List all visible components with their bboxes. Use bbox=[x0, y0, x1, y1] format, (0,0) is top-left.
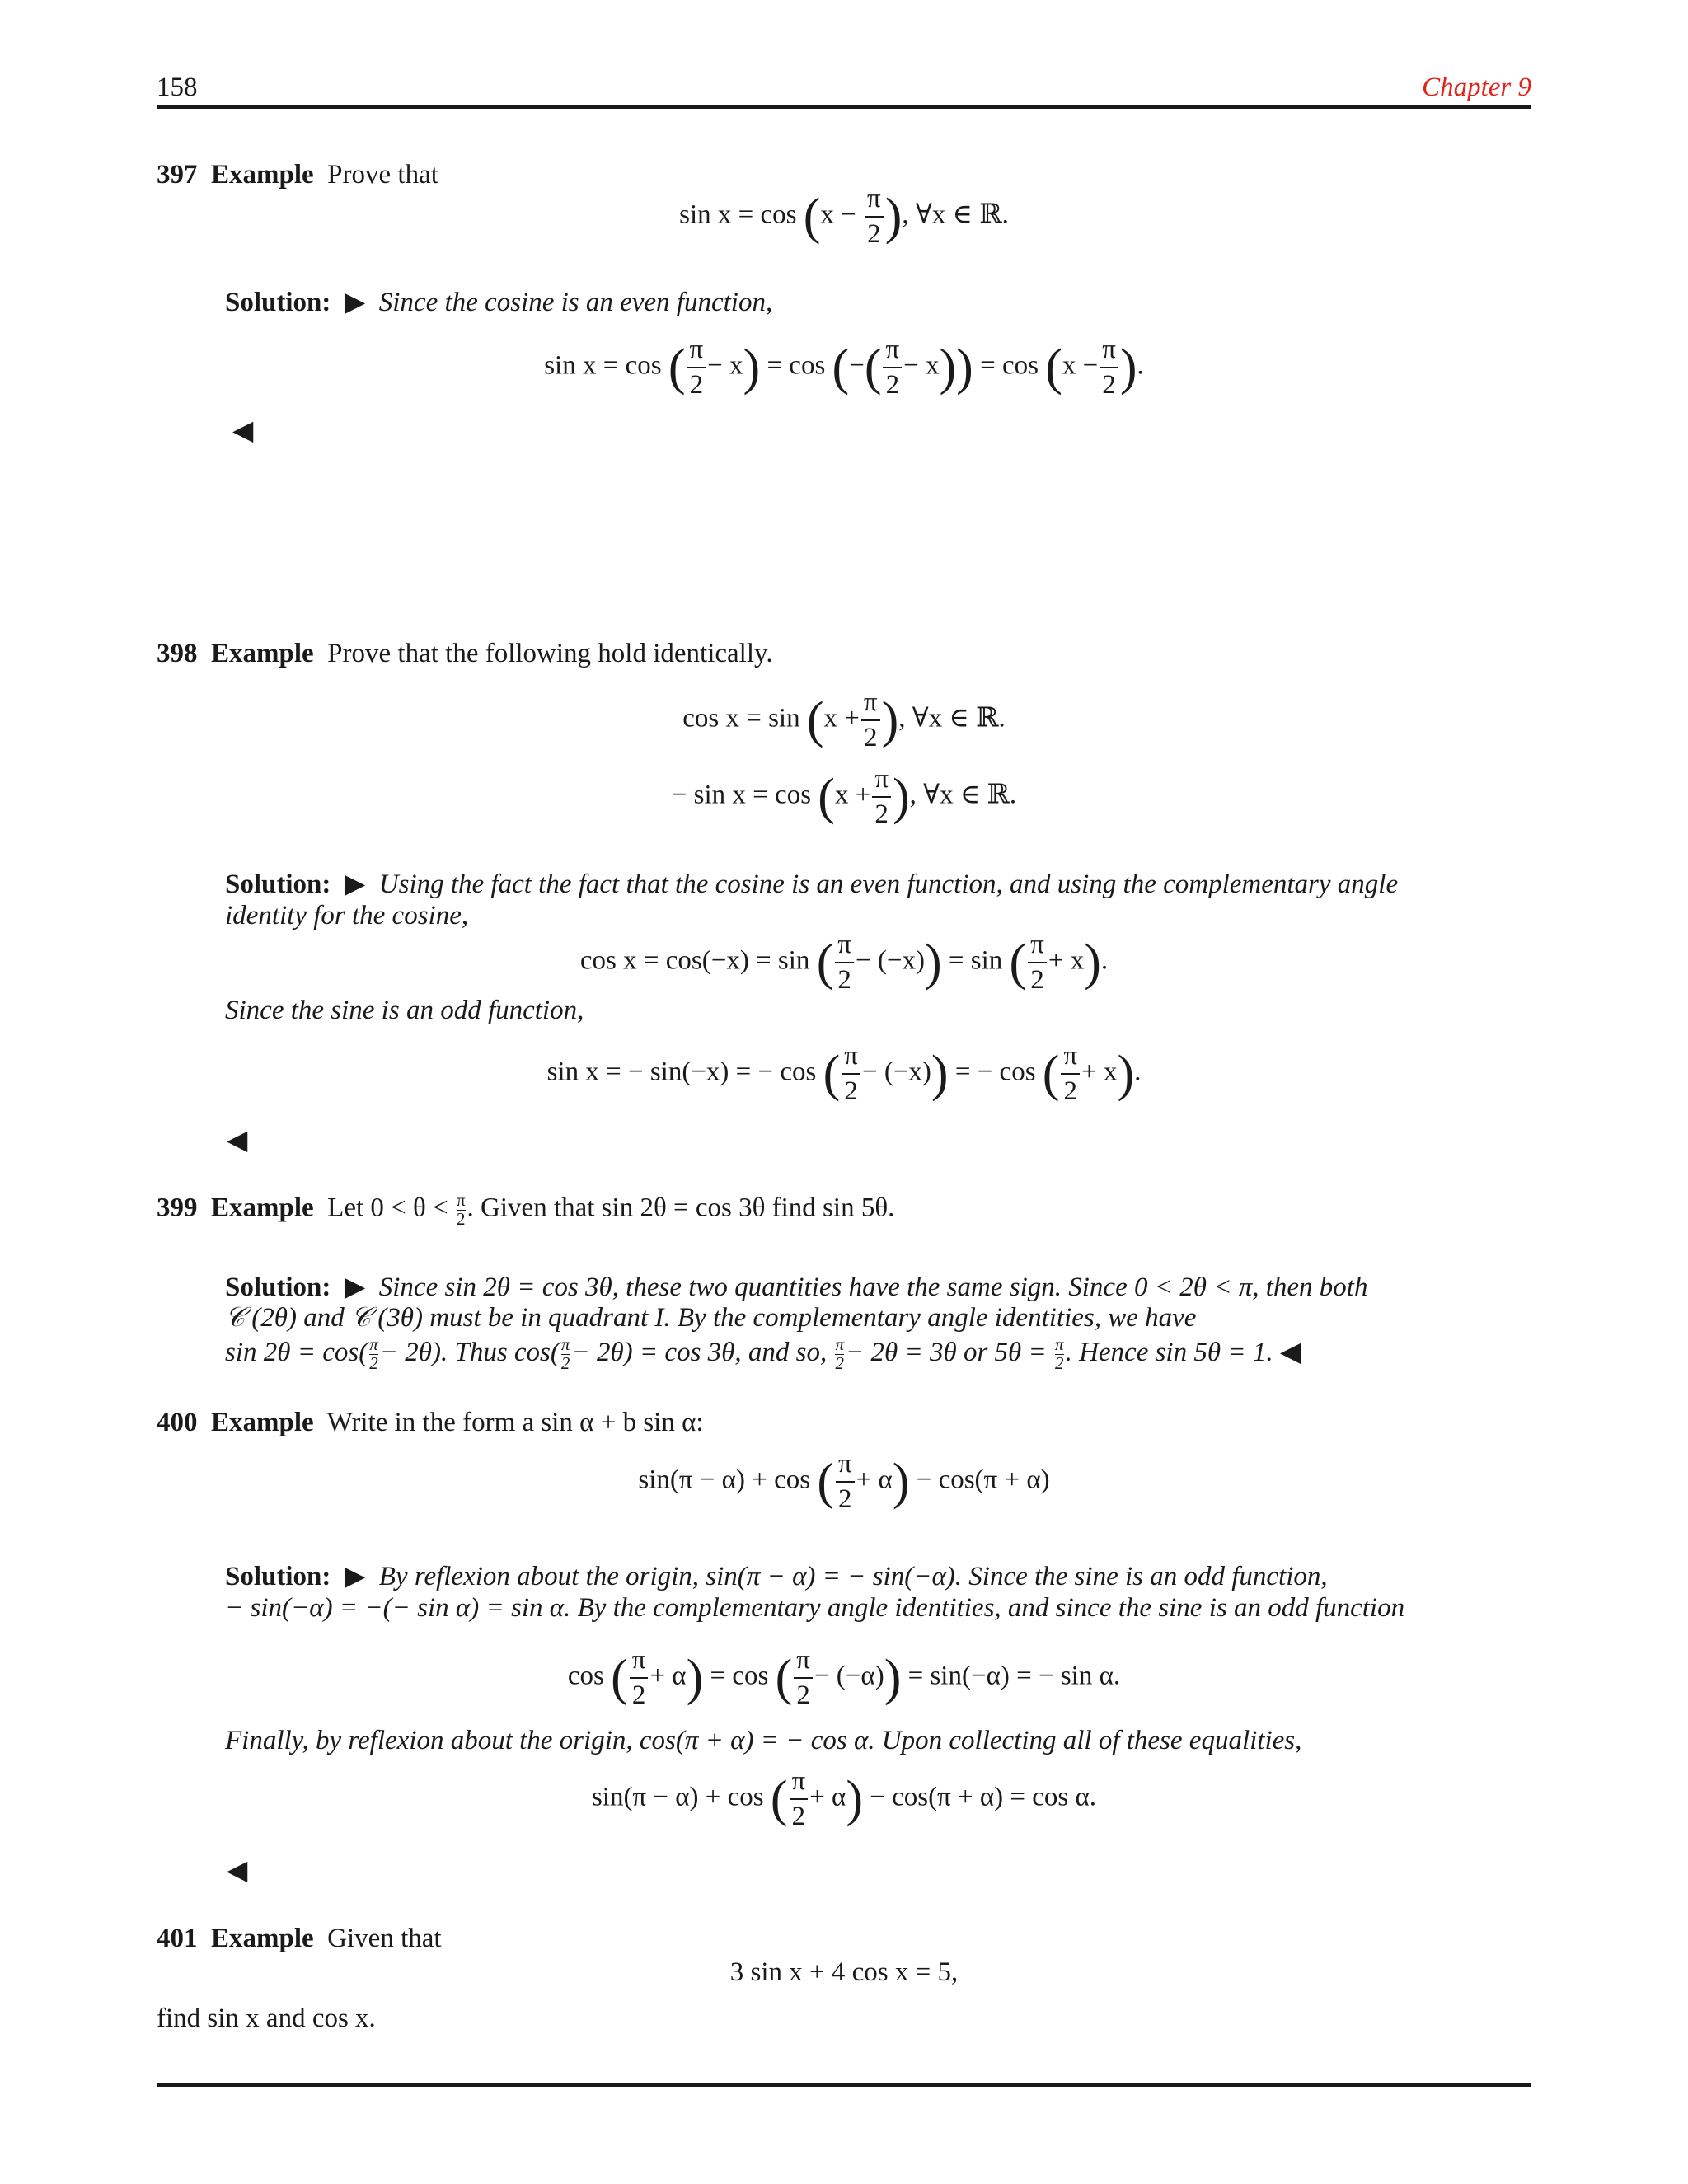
example-prompt: Prove that bbox=[327, 160, 438, 190]
solution-equation-397: sin x = cos ( $\frac{\pi}{2}$ − x) = cos (−( $\frac{\pi}{2}$ − x)) = cos (x − $\frac{\pi}{2}$ ). bbox=[544, 335, 1144, 400]
header-rule bbox=[157, 105, 1531, 109]
solution-label: Solution: bbox=[225, 288, 331, 317]
solution-equation-398-1: cos x = cos(−x) = sin ( $\frac{\pi}{2}$ − (−x)) = sin ( $\frac{\pi}{2}$ + x). bbox=[579, 930, 1109, 995]
solution-397 bbox=[225, 285, 772, 318]
equation-398-2: − sin x = cos (x + $\frac{\pi}{2}$ ), ∀x ∈ ℝ. bbox=[671, 764, 1017, 829]
example-400-heading: 400 Example Write in the form a sin α + b sin α: bbox=[157, 1408, 704, 1437]
solution-398-mid: Since the sine is an odd function, bbox=[225, 996, 584, 1025]
end-proof-icon: ◀ bbox=[1279, 1338, 1301, 1367]
solution-398-cont: identity for the cosine, bbox=[225, 901, 469, 930]
equation-398-1: cos x = sin (x + $\frac{\pi}{2}$ ), ∀x ∈ ℝ. bbox=[682, 687, 1006, 752]
solution-399-line3: sin 2θ = cos( $\frac{\pi}{2}$ − 2θ). Thus cos( $\frac{\pi}{2}$ − 2θ) = cos 3θ, and so, $\frac{\pi}{2}$ − 2θ = 3θ or 5θ = $\frac{\pi}{2}$ . Hence sin 5θ = 1. ◀ bbox=[225, 1334, 1301, 1374]
solution-400-line3: Finally, by reflexion about the origin, cos(π + α) = − cos α. Upon collecting all of these equalities, bbox=[225, 1726, 1302, 1755]
solution-398: Solution: ▶ Using the fact the fact that the cosine is an even function, and using the complementary angle bbox=[225, 869, 1399, 899]
chapter-title: Chapter 9 bbox=[1422, 73, 1531, 102]
solution-equation-398-2: sin x = − sin(−x) = − cos ( $\frac{\pi}{2}$ − (−x)) = − cos ( $\frac{\pi}{2}$ + x). bbox=[546, 1041, 1142, 1106]
footer-rule bbox=[157, 2083, 1531, 2087]
end-proof-icon: ◀ bbox=[227, 1126, 248, 1155]
example-label: Example bbox=[211, 160, 314, 190]
end-proof-icon: ◀ bbox=[232, 416, 254, 446]
equation-397 bbox=[0, 185, 1688, 248]
solution-text: Since the cosine is an even function, bbox=[378, 288, 773, 317]
example-399-heading: 399 Example Let 0 < θ < $\frac{\pi}{2}$ . Given that sin 2θ = cos 3θ find sin 5θ. bbox=[157, 1190, 895, 1229]
example-401-tail: find sin x and cos x. bbox=[157, 2004, 376, 2033]
left-paren: ( bbox=[803, 189, 821, 245]
solution-399: Solution: ▶ Since sin 2θ = cos 3θ, these two quantities have the same sign. Since 0 < 2θ < π, then both bbox=[225, 1272, 1368, 1302]
solution-equation-400-1: cos ( $\frac{\pi}{2}$ + α) = cos ( $\frac{\pi}{2}$ − (−α)) = sin(−α) = − sin α. bbox=[567, 1645, 1121, 1710]
example-401-heading: 401 Example Given that bbox=[157, 1924, 442, 1953]
eq-lhs: sin x = cos bbox=[679, 199, 797, 230]
fraction: $\frac{\pi}{2}$ bbox=[865, 185, 884, 248]
solution-399-line2: 𝒞 (2θ) and 𝒞 (3θ) must be in quadrant I. By the complementary angle identities, we have bbox=[225, 1303, 1197, 1333]
example-398-heading: 398 Example Prove that the following hold identically. bbox=[157, 639, 773, 668]
solution-start-icon: ▶ bbox=[344, 288, 366, 317]
equation-400: sin(π − α) + cos ( $\frac{\pi}{2}$ + α) − cos(π + α) bbox=[638, 1449, 1050, 1514]
eq-tail: , ∀x ∈ ℝ. bbox=[902, 199, 1009, 230]
page-number: 158 bbox=[157, 73, 198, 102]
right-paren: ) bbox=[884, 189, 903, 245]
equation-401: 3 sin x + 4 cos x = 5, bbox=[729, 1957, 959, 1987]
solution-400-line2: − sin(−α) = −(− sin α) = sin α. By the complementary angle identities, and since the sine is an odd function bbox=[225, 1593, 1405, 1623]
example-number: 397 bbox=[157, 160, 198, 190]
end-proof-icon: ◀ bbox=[227, 1856, 248, 1886]
solution-400: Solution: ▶ By reflexion about the origin, sin(π − α) = − sin(−α). Since the sine is an odd function, bbox=[225, 1562, 1328, 1591]
solution-equation-400-2: sin(π − α) + cos ( $\frac{\pi}{2}$ + α) − cos(π + α) = cos α. bbox=[591, 1766, 1097, 1831]
eq-inner: x − bbox=[820, 199, 856, 230]
